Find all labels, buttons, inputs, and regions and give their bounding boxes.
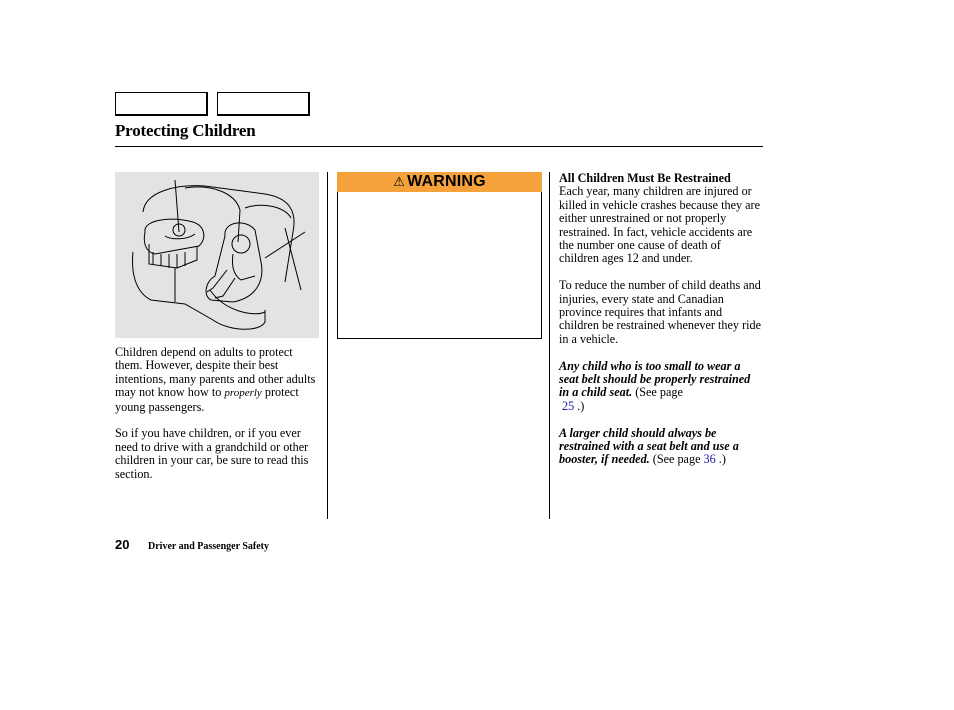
page-link-36[interactable]: 36 [703, 452, 716, 467]
booster-paragraph: A larger child should always be restrained with a seat belt and use a booster, if needed. (See page 36 .) [559, 425, 739, 467]
child-seat-paragraph: Any child who is too small to wear a seat belt should be properly restrained in a child seat. (See page 25 .) [559, 358, 751, 413]
column-divider-right [549, 172, 550, 519]
nav-button-next[interactable] [217, 92, 310, 116]
left-column-text [115, 346, 321, 481]
page-number: 20 [115, 537, 130, 552]
law-paragraph: To reduce the number of child deaths and injuries, every state and Canadian province requires that infants and children be restrained whenever they ride in a vehicle. [559, 278, 762, 346]
warning-label: WARNING [407, 173, 486, 190]
section-heading: All Children Must Be Restrained [559, 171, 731, 185]
title-rule [115, 146, 763, 147]
page-link-25[interactable]: 25 [562, 398, 575, 413]
intro-paragraph: Children depend on adults to protect them. However, despite their best intentions, many parents and other adults may not know how to properly protect young passengers. [115, 345, 316, 414]
warning-triangle-icon: ⚠ [393, 174, 406, 189]
footer-section-title: Driver and Passenger Safety [148, 541, 270, 552]
emphasis-properly: properly [224, 387, 262, 400]
nav-button-previous[interactable] [115, 92, 208, 116]
grandchild-paragraph: So if you have children, or if you ever need to drive with a grandchild or other children in your car, be sure to read this section. [115, 426, 309, 481]
warning-banner [337, 172, 542, 192]
warning-content-box [337, 192, 542, 339]
column-divider-left [327, 172, 328, 519]
page-title: Protecting Children [115, 121, 256, 140]
child-seat-illustration [115, 172, 319, 338]
statistics-paragraph: Each year, many children are injured or killed in vehicle crashes because they are either unrestrained or not properly restrained. In fact, vehicle accidents are the number one cause of death of children ages 12 and under. [559, 184, 760, 266]
right-column-text [559, 172, 763, 467]
